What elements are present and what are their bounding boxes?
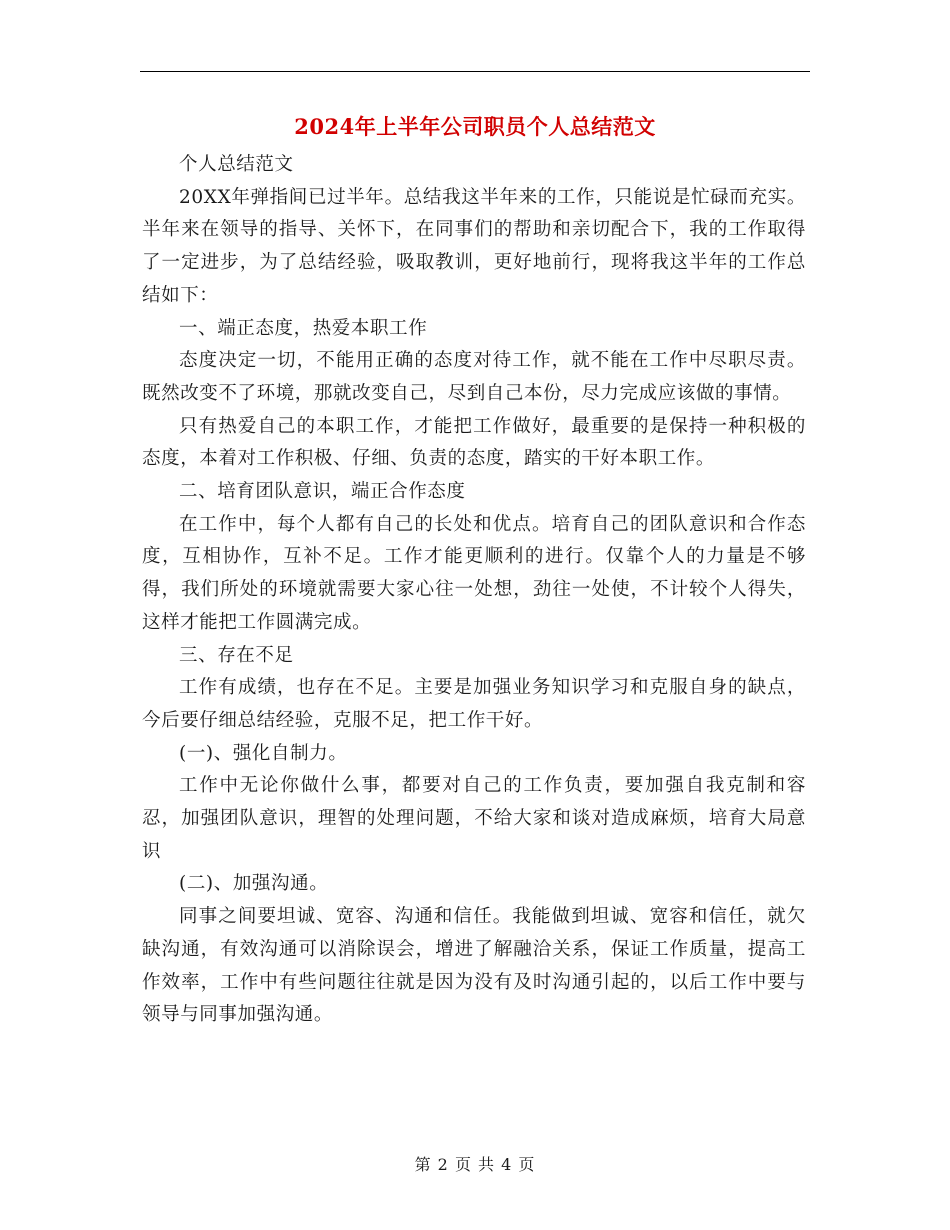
paragraph: 工作中无论你做什么事，都要对自己的工作负责，要加强自我克制和容忍，加强团队意识，理智的处理问题，不给大家和谈对造成麻烦，培育大局意识 bbox=[142, 775, 806, 862]
header-rule bbox=[140, 71, 810, 72]
paragraph-subtitle: 个人总结范文 bbox=[179, 154, 294, 175]
paragraph-intro: 20XX年弹指间已过半年。总结我这半年来的工作，只能说是忙碌而充实。半年来在领导的指导、关怀下，在同事们的帮助和亲切配合下，我的工作取得了一定进步，为了总结经验，吸取教训，更好地前行，现将我这半年的工作总结如下： bbox=[142, 186, 806, 306]
section-heading-1: 一、端正态度，热爱本职工作 bbox=[179, 317, 428, 339]
document-body bbox=[142, 149, 806, 1032]
section-heading-2: 二、培育团队意识，端正合作态度 bbox=[179, 481, 466, 503]
paragraph: 只有热爱自己的本职工作，才能把工作做好，最重要的是保持一种积极的态度，本着对工作积极、仔细、负责的态度，踏实的干好本职工作。 bbox=[142, 415, 806, 470]
paragraph: 态度决定一切，不能用正确的态度对待工作，就不能在工作中尽职尽责。既然改变不了环境，那就改变自己，尽到自己本份，尽力完成应该做的事情。 bbox=[142, 350, 806, 404]
subsection-heading-1: (一)、强化自制力。 bbox=[179, 742, 348, 764]
paragraph: 同事之间要坦诚、宽容、沟通和信任。我能做到坦诚、宽容和信任，就欠缺沟通，有效沟通可以消除误会，增进了解融洽关系，保证工作质量，提高工作效率，工作中有些问题往往就是因为没有及时沟通引起的，以后工作中要与领导与同事加强沟通。 bbox=[142, 906, 806, 1026]
page-number: 第 2 页 共 4 页 bbox=[414, 1155, 536, 1174]
subsection-heading-2: (二)、加强沟通。 bbox=[179, 873, 329, 895]
document-title: 2024年上半年公司职员个人总结范文 bbox=[294, 114, 656, 139]
section-heading-3: 三、存在不足 bbox=[179, 644, 294, 666]
paragraph: 工作有成绩，也存在不足。主要是加强业务知识学习和克服自身的缺点，今后要仔细总结经验，克服不足，把工作干好。 bbox=[142, 677, 806, 731]
paragraph: 在工作中，每个人都有自己的长处和优点。培育自己的团队意识和合作态度，互相协作，互补不足。工作才能更顺利的进行。仅靠个人的力量是不够得，我们所处的环境就需要大家心往一处想，劲往一处使，不计较个人得失，这样才能把工作圆满完成。 bbox=[142, 513, 806, 633]
